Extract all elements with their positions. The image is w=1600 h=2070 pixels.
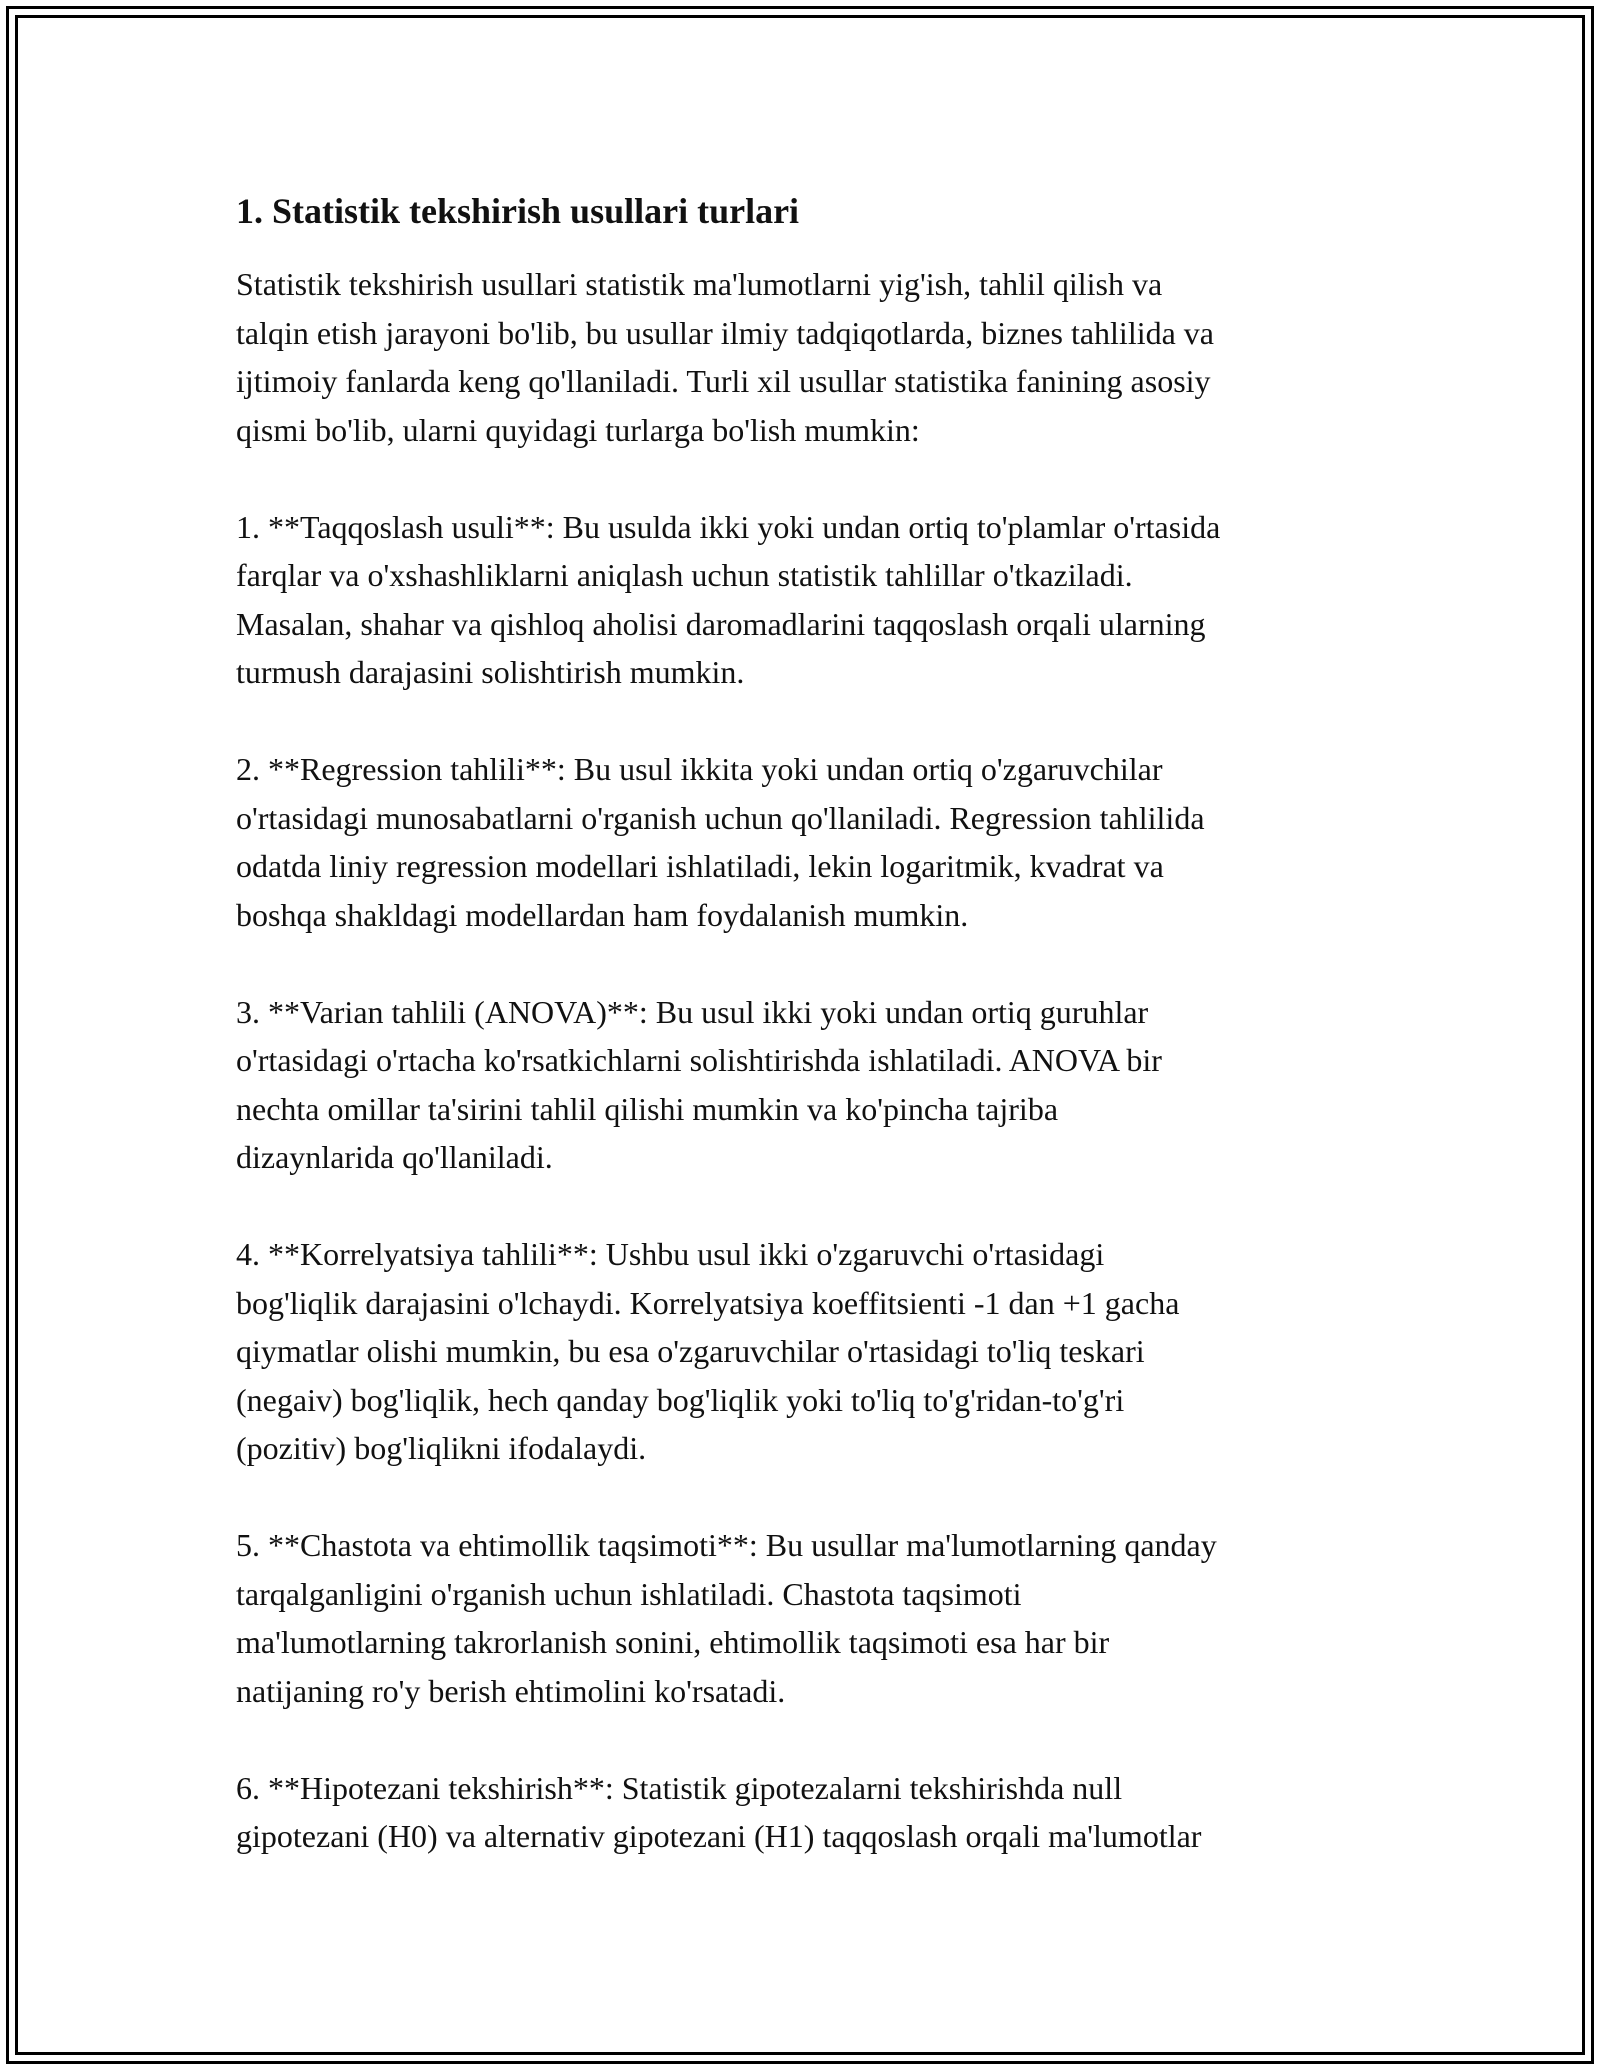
list-item-regression-analysis: 2. **Regression tahlili**: Bu usul ikkita yoki undan ortiq o'zgaruvchilar o'rtasidagi munosabatlarni o'rganish uchun qo'llaniladi. Regression tahlilida odatda liniy regression modellari ishlatiladi, lekin logaritmik, kvadrat va boshqa shakldagi modellardan ham foydalanish mumkin. xyxy=(236,751,1205,933)
list-item-correlation-analysis: 4. **Korrelyatsiya tahlili**: Ushbu usul ikki o'zgaruvchi o'rtasidagi bog'liqlik darajasini o'lchaydi. Korrelyatsiya koeffitsienti -1 dan +1 gacha qiymatlar olishi mumkin, bu esa o'zgaruvchilar o'rtasidagi to'liq teskari (negaiv) bog'liqlik, hech qanday bog'liqlik yoki to'liq to'g'ridan-to'g'ri (pozitiv) bog'liqlikni ifodalaydi. xyxy=(236,1236,1180,1466)
document-body xyxy=(236,186,1386,1909)
document-title: 1. Statistik tekshirish usullari turlari xyxy=(236,191,800,231)
list-item-hypothesis-testing: 6. **Hipotezani tekshirish**: Statistik gipotezalarni tekshirishda null gipotezani (H0) va alternativ gipotezani (H1) taqqoslash orqali ma'lumotlar xyxy=(236,1769,1202,1854)
list-item-comparison-method: 1. **Taqqoslash usuli**: Bu usulda ikki yoki undan ortiq to'plamlar o'rtasida farqlar va o'xshashliklarni aniqlash uchun statistik tahlillar o'tkaziladi. Masalan, shahar va qishloq aholisi daromadlarini taqqoslash orqali ularning turmush darajasini solishtirish mumkin. xyxy=(236,508,1221,690)
list-item-anova: 3. **Varian tahlili (ANOVA)**: Bu usul ikki yoki undan ortiq guruhlar o'rtasidagi o'rtacha ko'rsatkichlarni solishtirishda ishlatiladi. ANOVA bir nechta omillar ta'sirini tahlil qilishi mumkin va ko'pincha tajriba dizaynlarida qo'llaniladi. xyxy=(236,993,1162,1175)
intro-paragraph: Statistik tekshirish usullari statistik ma'lumotlarni yig'ish, tahlil qilish va talqin etish jarayoni bo'lib, bu usullar ilmiy tadqiqotlarda, biznes tahlilida va ijtimoiy fanlarda keng qo'llaniladi. Turli xil usullar statistika fanining asosiy qismi bo'lib, ularni quyidagi turlarga bo'lish mumkin: xyxy=(236,266,1214,448)
list-item-frequency-distribution: 5. **Chastota va ehtimollik taqsimoti**: Bu usullar ma'lumotlarning qanday tarqalganligini o'rganish uchun ishlatiladi. Chastota taqsimoti ma'lumotlarning takrorlanish sonini, ehtimollik taqsimoti esa har bir natijaning ro'y berish ehtimolini ko'rsatadi. xyxy=(236,1527,1217,1709)
